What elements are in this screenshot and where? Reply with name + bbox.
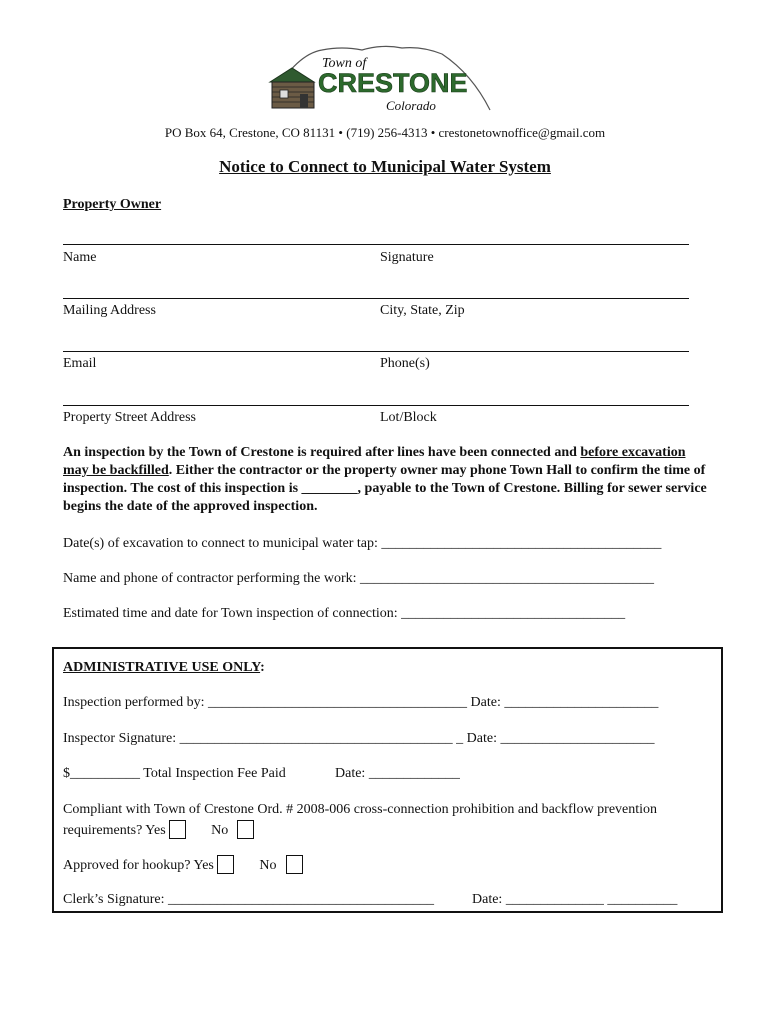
admin-heading-text: ADMINISTRATIVE USE ONLY — [63, 660, 261, 675]
fee-paid-field[interactable]: $__________ Total Inspection Fee Paid — [63, 766, 286, 781]
lot-block-label: Lot/Block — [380, 410, 437, 425]
excavation-dates-field[interactable]: Date(s) of excavation to connect to municipal water tap: ________________________________________ — [63, 536, 662, 551]
admin-heading-colon: : — [260, 660, 265, 675]
inspection-time-field[interactable]: Estimated time and date for Town inspection of connection: ________________________________ — [63, 606, 626, 621]
name-signature-line[interactable] — [63, 244, 689, 245]
inspection-notice — [63, 444, 708, 516]
approved-yes-label: Approved for hookup? Yes — [63, 858, 214, 873]
admin-heading — [63, 660, 265, 676]
property-address-line[interactable] — [63, 405, 689, 406]
inspector-signature-field[interactable]: Inspector Signature: _______________________________________ _ Date: ______________________ — [63, 731, 655, 746]
approved-no-label: No — [259, 858, 277, 873]
compliance-answer-row — [63, 820, 254, 839]
inspection-performed-field[interactable]: Inspection performed by: _____________________________________ Date: ______________________ — [63, 695, 659, 710]
mailing-address-label: Mailing Address — [63, 303, 156, 318]
compliance-no-checkbox[interactable] — [237, 820, 254, 839]
city-state-zip-label: City, State, Zip — [380, 303, 465, 318]
compliance-yes-checkbox[interactable] — [169, 820, 186, 839]
fee-date-field[interactable]: Date: _____________ — [335, 766, 460, 781]
notice-part3: . Either the contractor or the property owner may phone Town Hall to confirm the time of inspection. The cost of this inspection is ________, payable to the Town of Crestone. Billing for sewer service begins the date of the approved inspection. — [63, 463, 707, 514]
address-line[interactable] — [63, 298, 689, 299]
compliance-text: Compliant with Town of Crestone Ord. # 2008-006 cross-connection prohibition and backflow prevention — [63, 802, 658, 817]
approved-no-checkbox[interactable] — [286, 855, 303, 874]
notice-part1: An inspection by the Town of Crestone is required after lines have been connected and — [63, 445, 581, 460]
clerk-date-field[interactable]: Date: ______________ __________ — [472, 892, 678, 907]
compliance-yes-label: requirements? Yes — [63, 823, 166, 838]
phone-label: Phone(s) — [380, 356, 430, 371]
email-phone-line[interactable] — [63, 351, 689, 352]
form-title: Notice to Connect to Municipal Water System — [219, 157, 551, 176]
signature-label: Signature — [380, 250, 434, 265]
contractor-field[interactable]: Name and phone of contractor performing the work: __________________________________________ — [63, 571, 655, 586]
approved-row — [63, 855, 303, 874]
logo-line2: CRESTONE — [318, 68, 468, 98]
notice-part2: before excavation may be backfilled — [63, 445, 686, 478]
property-owner-heading: Property Owner — [63, 197, 162, 212]
clerk-signature-field[interactable]: Clerk’s Signature: ______________________________________ — [63, 892, 434, 907]
compliance-no-label: No — [211, 823, 229, 838]
logo-line1: Town of — [322, 56, 367, 71]
logo-line3: Colorado — [386, 98, 436, 113]
approved-yes-checkbox[interactable] — [217, 855, 234, 874]
property-address-label: Property Street Address — [63, 410, 196, 425]
town-logo — [262, 44, 494, 120]
contact-line: PO Box 64, Crestone, CO 81131 • (719) 256-4313 • crestonetownoffice@gmail.com — [164, 125, 606, 140]
email-label: Email — [63, 356, 97, 371]
name-label: Name — [63, 250, 97, 265]
